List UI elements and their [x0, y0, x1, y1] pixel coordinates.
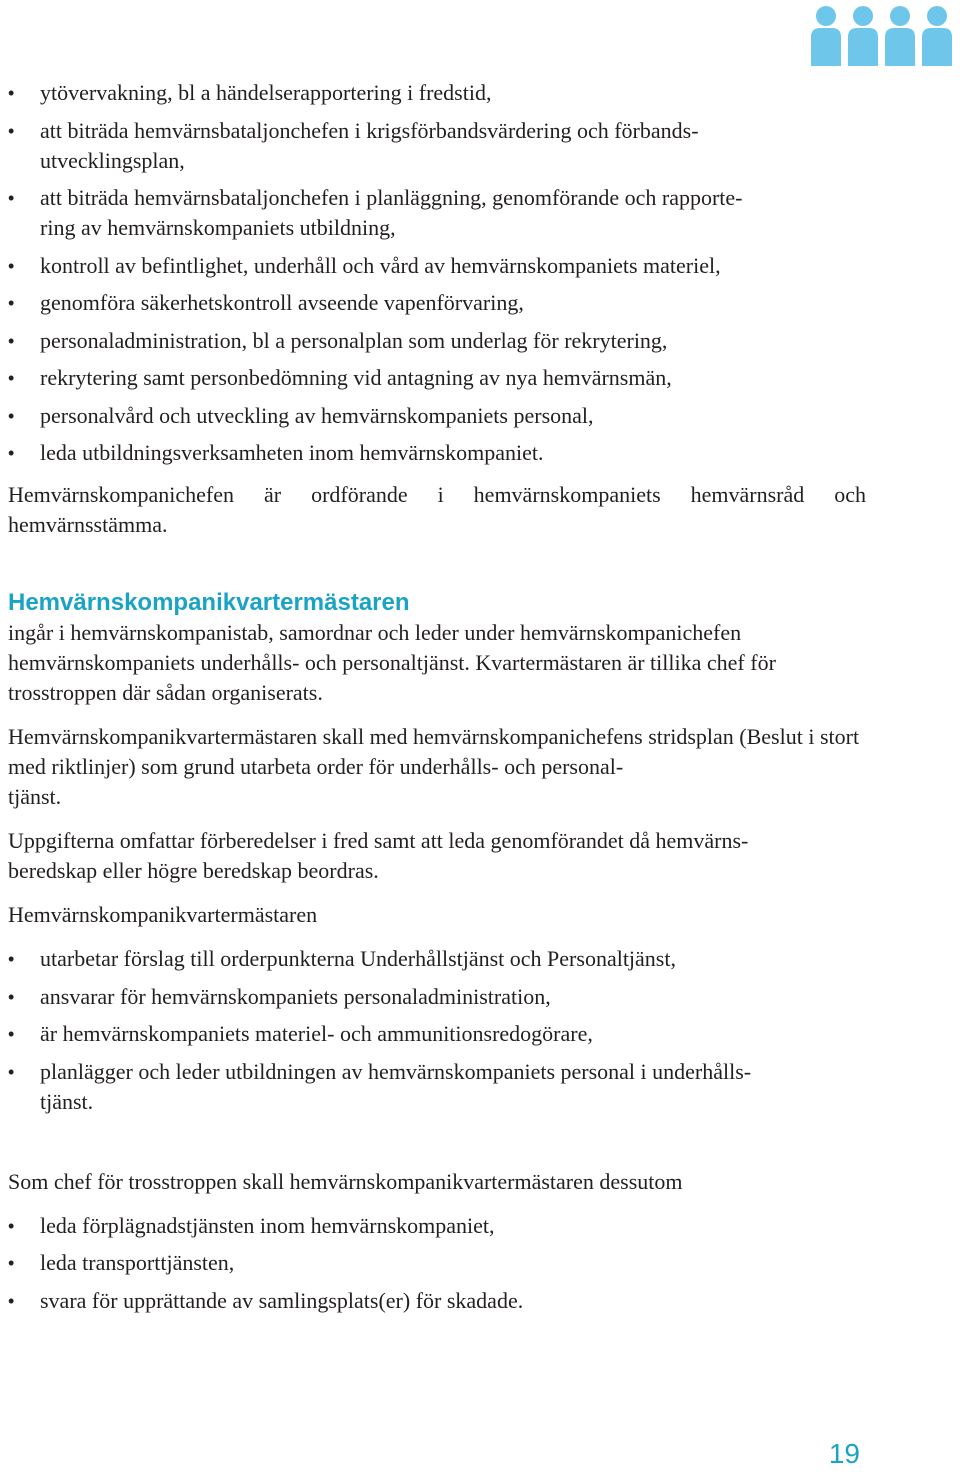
list-item-text: är hemvärnskompaniets materiel- och ammunitionsredogörare,	[40, 1021, 593, 1046]
list-item-text: ansvarar för hemvärnskompaniets personaladministration,	[40, 983, 551, 1009]
page-content	[8, 78, 866, 1323]
list-item-text: leda utbildningsverksamheten inom hemvärnskompaniet.	[40, 440, 544, 465]
lead-in-paragraph: Hemvärnskompanikvartermästaren	[8, 902, 318, 927]
list-item	[8, 1057, 866, 1117]
page-number: 19	[828, 1438, 860, 1469]
list-item-text: rekrytering samt personbedömning vid antagning av nya hemvärnsmän,	[40, 365, 672, 390]
list-item	[8, 78, 866, 108]
four-people-logo-icon	[807, 4, 955, 66]
bullet-icon: •	[8, 368, 15, 388]
bullet-icon: •	[8, 1061, 15, 1082]
bullet-icon: •	[8, 1024, 15, 1044]
bullet-icon: •	[8, 949, 15, 969]
bullet-icon: •	[8, 255, 15, 276]
list-item-text: svara för upprättande av samlingsplats(er) för skadade.	[40, 1287, 524, 1313]
bullet-icon: •	[8, 330, 15, 351]
list-item-text: personaladministration, bl a personalplan som underlag för rekrytering,	[40, 327, 668, 353]
list-item	[8, 363, 866, 393]
list-item	[8, 116, 866, 176]
bullet-icon: •	[8, 120, 15, 141]
list-item	[8, 1211, 866, 1241]
supply-chief-paragraph: Som chef för trosstroppen skall hemvärnskompanikvartermästaren dessutom	[8, 1168, 683, 1194]
duties-list	[8, 78, 866, 468]
list-item-text: kontroll av befintlighet, underhåll och vård av hemvärnskompaniets materiel,	[40, 252, 721, 278]
list-item	[8, 1019, 866, 1049]
list-item	[8, 944, 866, 974]
bullet-icon: •	[8, 405, 15, 426]
list-item-text: att biträda hemvärnsbataljonchefen i krigsförbandsvärdering och förbands- utvecklingsplan,	[40, 117, 699, 173]
list-item	[8, 288, 866, 318]
list-item-text: planlägger och leder utbildningen av hemvärnskompaniets personal i underhålls- tjänst.	[40, 1058, 752, 1114]
bullet-icon: •	[8, 1215, 15, 1236]
bullet-icon: •	[8, 986, 15, 1007]
chair-paragraph: Hemvärnskompanichefen är ordförande i hemvärnskompaniets hemvärnsråd och hemvärnsstämma.	[8, 482, 866, 537]
list-item-text: personalvård och utveckling av hemvärnskompaniets personal,	[40, 402, 594, 428]
list-item-text: utarbetar förslag till orderpunkterna Underhållstjänst och Personaltjänst,	[40, 946, 676, 971]
bullet-icon: •	[8, 293, 15, 313]
list-item-text: genomföra säkerhetskontroll avseende vapenförvaring,	[40, 290, 524, 315]
section-heading: Hemvärnskompanikvartermästaren	[8, 589, 410, 616]
bullet-icon: •	[8, 1290, 15, 1311]
list-item-text: att biträda hemvärnsbataljonchefen i planläggning, genomförande och rapporte- ring av hemvärnskompaniets utbildning,	[40, 185, 743, 240]
bullet-icon: •	[8, 188, 15, 208]
list-item	[8, 1286, 866, 1316]
orders-paragraph: Hemvärnskompanikvartermästaren skall med hemvärnskompanichefens stridsplan (Beslut i stort med riktlinjer) som grund utarbeta order för underhålls- och personal- tjänst.	[8, 724, 860, 809]
list-item	[8, 401, 866, 431]
quartermaster-duties-list	[8, 944, 866, 1117]
list-item	[8, 982, 866, 1012]
bullet-icon: •	[8, 1253, 15, 1273]
list-item	[8, 326, 866, 356]
list-item-text: ytövervakning, bl a händelserapportering i fredstid,	[40, 80, 492, 105]
list-item-text: leda förplägnadstjänsten inom hemvärnskompaniet,	[40, 1212, 495, 1238]
bullet-icon: •	[8, 83, 15, 103]
list-item	[8, 251, 866, 281]
supply-duties-list	[8, 1211, 866, 1316]
bullet-icon: •	[8, 443, 15, 463]
list-item	[8, 438, 866, 468]
tasks-paragraph: Uppgifterna omfattar förberedelser i fred samt att leda genomförandet då hemvärns- beredskap eller högre beredskap beordras.	[8, 828, 749, 883]
list-item	[8, 1248, 866, 1278]
list-item	[8, 183, 866, 243]
list-item-text: leda transporttjänsten,	[40, 1250, 235, 1275]
intro-paragraph: ingår i hemvärnskompanistab, samordnar och leder under hemvärnskompanichefen hemvärnskompaniets underhålls- och personaltjänst. Kvartermästaren är tillika chef för trosstroppen där sådan organiserats.	[8, 620, 776, 705]
